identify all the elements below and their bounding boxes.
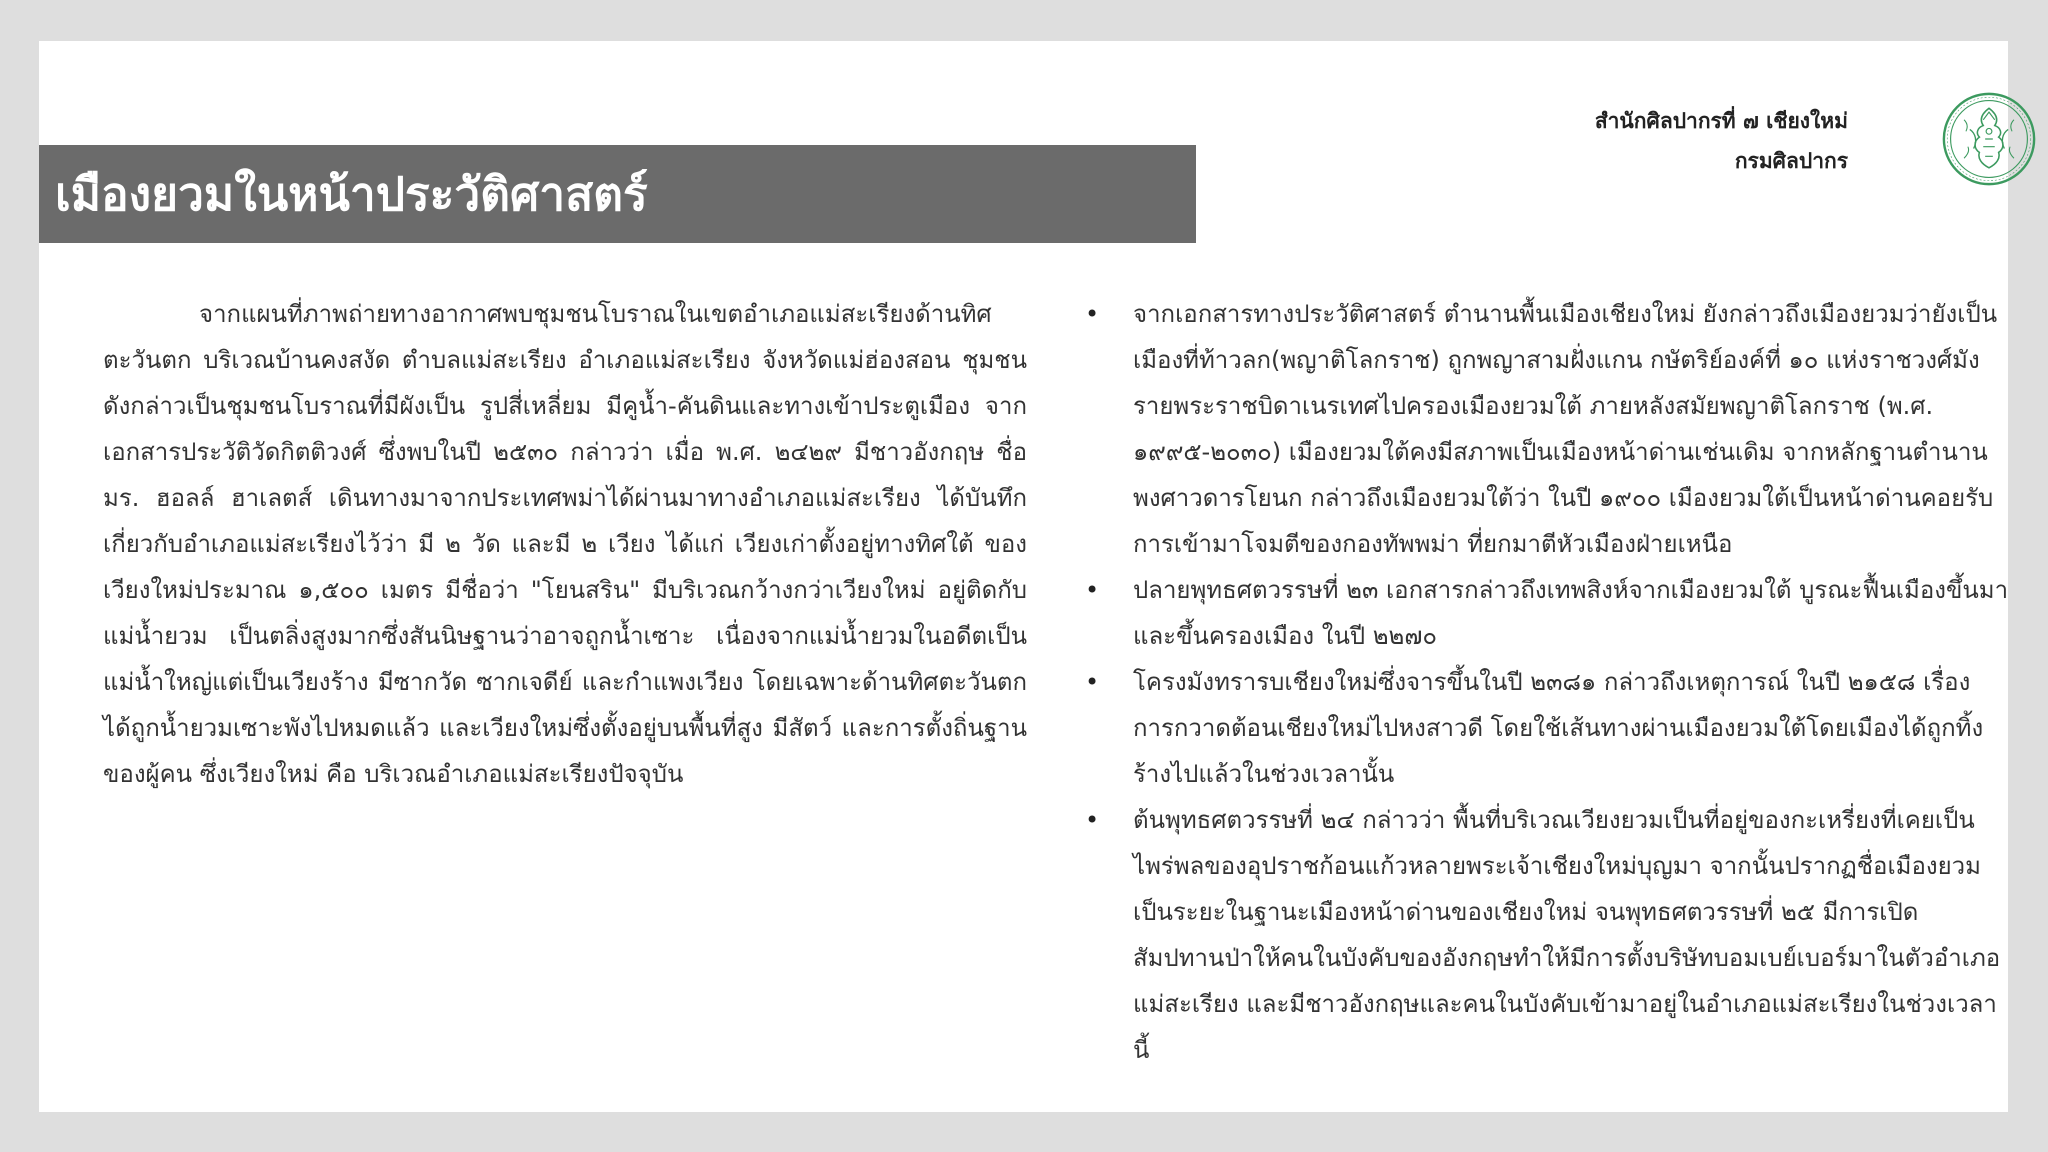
organization-name [1595, 101, 1848, 181]
intro-paragraph-text: จากแผนที่ภาพถ่ายทางอากาศพบชุมชนโบราณในเขตอำเภอแม่สะเรียงด้านทิศตะวันตก บริเวณบ้านคงสงัด ตำบลแม่สะเรียง อำเภอแม่สะเรียง จังหวัดแม่ฮ่องสอน ชุมชนดังกล่าวเป็นชุมชนโบราณที่มีผังเป็น รูปสี่เหลี่ยม มีคูน้ำ-คันดินและทางเข้าประตูเมือง จากเอกสารประวัติวัดกิตติวงศ์ ซึ่งพบในปี ๒๕๓๐ กล่าวว่า เมื่อ พ.ศ. ๒๔๒๙ มีชาวอังกฤษ ชื่อ มร. ฮอลล์ ฮาเลตส์ เดินทางมาจากประเทศพม่าได้ผ่านมาทางอำเภอแม่สะเรียง ได้บันทึกเกี่ยวกับอำเภอแม่สะเรียงไว้ว่า มี ๒ วัด และมี ๒ เวียง ได้แก่ เวียงเก่าตั้งอยู่ทางทิศใต้ ของเวียงใหม่ประมาณ ๑,๕๐๐ เมตร มีชื่อว่า "โยนสริน" มีบริเวณกว้างกว่าเวียงใหม่ อยู่ติดกับแม่น้ำยวม เป็นตลิ่งสูงมากซึ่งสันนิษฐานว่าอาจถูกน้ำเซาะ เนื่องจากแม่น้ำยวมในอดีตเป็นแม่น้ำใหญ่แต่เป็นเวียงร้าง มีซากวัด ซากเจดีย์ และกำแพงเวียง โดยเฉพาะด้านทิศตะวันตก ได้ถูกน้ำยวมเซาะพังไปหมดแล้ว และเวียงใหม่ซึ่งตั้งอยู่บนพื้นที่สูง มีสัตว์ และการตั้งถิ่นฐานของผู้คน ซึ่งเวียงใหม่ คือ บริเวณอำเภอแม่สะเรียงปัจจุบัน [103, 300, 1027, 788]
list-item-text: ปลายพุทธศตวรรษที่ ๒๓ เอกสารกล่าวถึงเทพสิงห์จากเมืองยวมใต้ บูรณะฟื้นเมืองขึ้นมาและขึ้นครองเมือง ในปี ๒๒๗๐ [1133, 576, 2009, 650]
bullet-dot-icon: • [1085, 300, 1100, 328]
list-item [1077, 659, 2009, 797]
history-bullet-list [1077, 291, 2009, 1073]
intro-paragraph [103, 291, 1027, 797]
bullet-dot-icon: • [1085, 806, 1100, 834]
organization-line-1: สำนักศิลปากรที่ ๗ เชียงใหม่ [1594, 109, 1848, 133]
title-bar [39, 145, 1196, 243]
list-item [1077, 291, 2009, 567]
slide [39, 41, 2008, 1112]
list-item-text: โครงมังทรารบเชียงใหม่ซึ่งจารขึ้นในปี ๒๓๘๑ กล่าวถึงเหตุการณ์ ในปี ๒๑๕๘ เรื่องการกวาดต้อนเชียงใหม่ไปหงสาวดี โดยใช้เส้นทางผ่านเมืองยวมใต้โดยเมืองได้ถูกทิ้งร้างไปแล้วในช่วงเวลานั้น [1133, 668, 1984, 788]
list-item [1077, 567, 2009, 659]
organization-line-2: กรมศิลปากร [1734, 149, 1848, 173]
list-item-text: จากเอกสารทางประวัติศาสตร์ ตำนานพื้นเมืองเชียงใหม่ ยังกล่าวถึงเมืองยวมว่ายังเป็นเมืองที่ท้าวลก(พญาติโลกราช) ถูกพญาสามฝั่งแกน กษัตริย์องค์ที่ ๑๐ แห่งราชวงศ์มังรายพระราชบิดาเนรเทศไปครองเมืองยวมใต้ ภายหลังสมัยพญาติโลกราช (พ.ศ. ๑๙๙๕-๒๐๓๐) เมืองยวมใต้คงมีสภาพเป็นเมืองหน้าด่านเช่นเดิม จากหลักฐานตำนานพงศาวดารโยนก กล่าวถึงเมืองยวมใต้ว่า ในปี ๑๙๐๐ เมืองยวมใต้เป็นหน้าด่านคอยรับการเข้ามาโจมตีของกองทัพพม่า ที่ยกมาตีหัวเมืองฝ่ายเหนือ [1133, 300, 1998, 558]
page-title: เมืองยวมในหน้าประวัติศาสตร์ [55, 167, 648, 221]
fine-arts-department-seal-icon [1941, 91, 2037, 187]
list-item [1077, 797, 2009, 1073]
bullet-dot-icon: • [1085, 668, 1100, 696]
list-item-text: ต้นพุทธศตวรรษที่ ๒๔ กล่าวว่า พื้นที่บริเวณเวียงยวมเป็นที่อยู่ของกะเหรี่ยงที่เคยเป็นไพร่พลของอุปราชก้อนแก้วหลายพระเจ้าเชียงใหม่บุญมา จากนั้นปรากฏชื่อเมืองยวมเป็นระยะในฐานะเมืองหน้าด่านของเชียงใหม่ จนพุทธศตวรรษที่ ๒๕ มีการเปิดสัมปทานป่าให้คนในบังคับของอังกฤษทำให้มีการตั้งบริษัทบอมเบย์เบอร์มาในตัวอำเภอแม่สะเรียง และมีชาวอังกฤษและคนในบังคับเข้ามาอยู่ในอำเภอแม่สะเรียงในช่วงเวลานี้ [1133, 806, 2001, 1064]
bullet-dot-icon: • [1085, 576, 1100, 604]
